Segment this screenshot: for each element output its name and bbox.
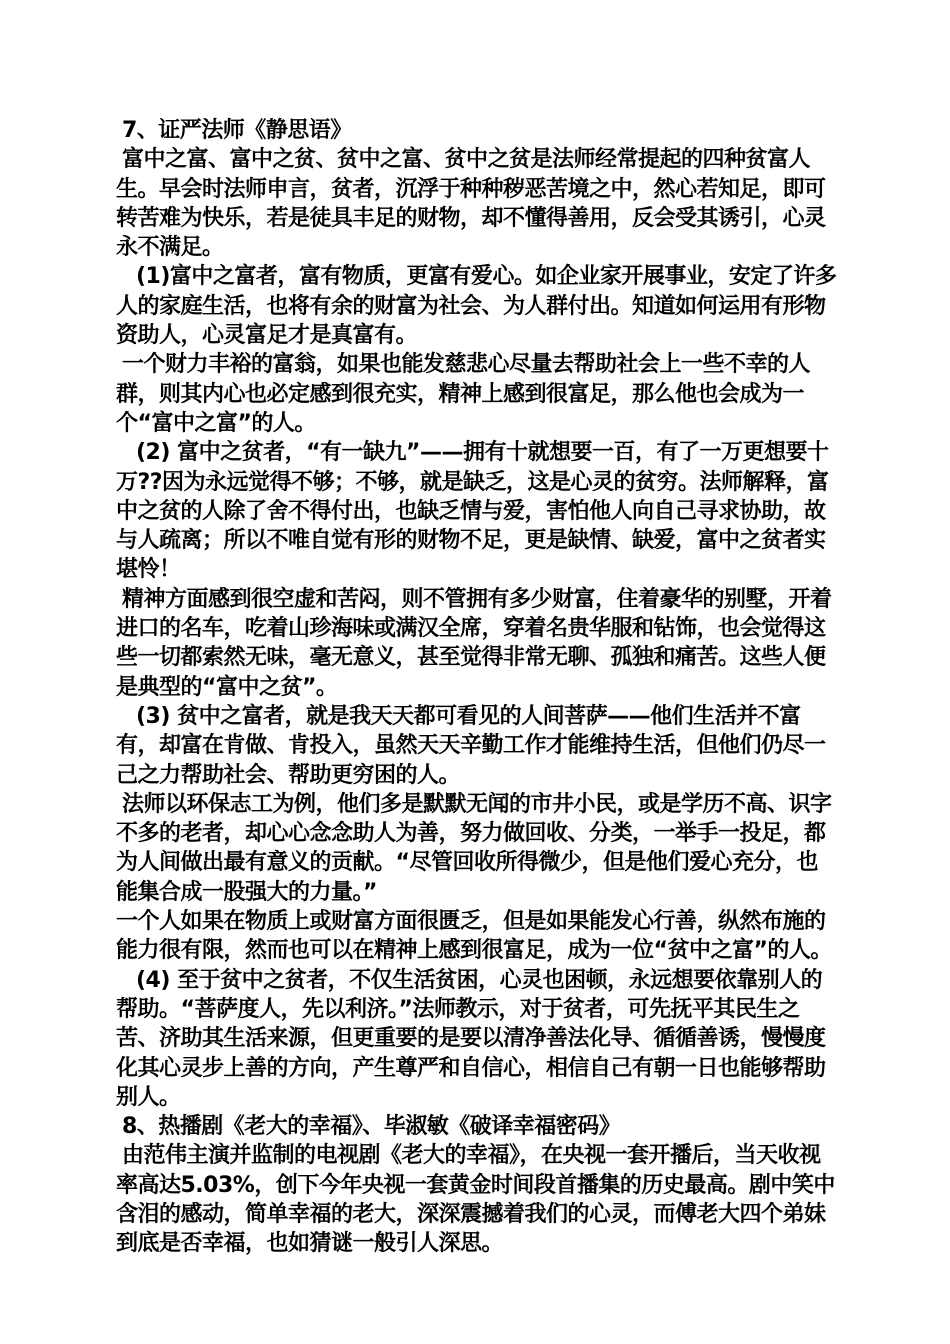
paragraph-poor-rich: (3) 贫中之富者，就是我天天都可看见的人间菩萨——他们生活并不富有，却富在肯做、肯投入，虽然天天辛勤工作才能维持生活，但他们仍尽一己之力帮助社会、帮助更穷困的人。 [116,703,826,788]
paragraph-tv-drama: 由范伟主演并监制的电视剧《老大的幸福》，在央视一套开播后，当天收视率高达5.03%，创下今年央视一套黄金时间段首播集的历史最高。剧中笑中含泪的感动，简单幸福的老大，深深震撼着我们的心灵，而傅老大四个弟妹到底是否幸福，也如猜谜一般引人深思。 [116,1143,835,1257]
paragraph-rich-rich-example: 一个财力丰裕的富翁，如果也能发慈悲心尽量去帮助社会上一些不幸的人群，则其内心也必定感到很充实，精神上感到很富足，那么他也会成为一个“富中之富”的人。 [116,352,811,436]
paragraph-poor-poor: (4) 至于贫中之贫者，不仅生活贫困，心灵也困顿，永远想要依靠别人的帮助。“菩萨度人，先以利济。”法师教示，对于贫者，可先抚平其民生之苦、济助其生活来源，但更重要的是要以清净善法化导、循循善诱，慢慢度化其心灵步上善的方向，产生尊严和自信心，相信自己有朝一日也能够帮助别人。 [116,967,826,1110]
document-body [116,116,838,1259]
paragraph-poor-rich-summary: 一个人如果在物质上或财富方面很匮乏，但是如果能发心行善，纵然布施的能力很有限，然而也可以在精神上感到很富足，成为一位“贫中之富”的人。 [116,909,832,964]
paragraph-rich-poor: (2) 富中之贫者，“有一缺九”——拥有十就想要一百，有了一万更想要十万??因为永远觉得不够；不够，就是缺乏，这是心灵的贫穷。法师解释，富中之贫的人除了舍不得付出，也缺乏情与爱，害怕他人向自己寻求协助，故与人疏离；所以不唯自觉有形的财物不足，更是缺情、缺爱，富中之贫者实堪怜！ [116,440,829,583]
paragraph-rich-poor-example: 精神方面感到很空虚和苦闷，则不管拥有多少财富，住着豪华的别墅，开着进口的名车，吃着山珍海味或满汉全席，穿着名贵华服和钻饰，也会觉得这些一切都索然无味，毫无意义，甚至觉得非常无聊、孤独和痛苦。这些人便是典型的“富中之贫”。 [116,586,832,700]
section-heading-8: 8、热播剧《老大的幸福》、毕淑敏《破译幸福密码》 [122,1114,621,1140]
section-heading-7: 7、证严法师《静思语》 [122,118,352,143]
paragraph-intro: 富中之富、富中之贫、贫中之富、贫中之贫是法师经常提起的四种贫富人生。早会时法师申言，贫者，沉浮于种种秽恶苦境之中，然心若知足，即可转苦难为快乐，若是徒具丰足的财物，却不懂得善用，反会受其诱引，心灵永不满足。 [116,147,826,261]
paragraph-poor-rich-example: 法师以环保志工为例，他们多是默默无闻的市井小民，或是学历不高、识字不多的老者，却心心念念助人为善，努力做回收、分类，一举手一投足，都为人间做出最有意义的贡献。“尽管回收所得微少，但是他们爱心充分，也能集合成一股强大的力量。” [116,791,832,905]
paragraph-rich-rich: (1)富中之富者，富有物质，更富有爱心。如企业家开展事业，安定了许多人的家庭生活，也将有余的财富为社会、为人群付出。知道如何运用有形物资助人，心灵富足才是真富有。 [116,264,837,349]
